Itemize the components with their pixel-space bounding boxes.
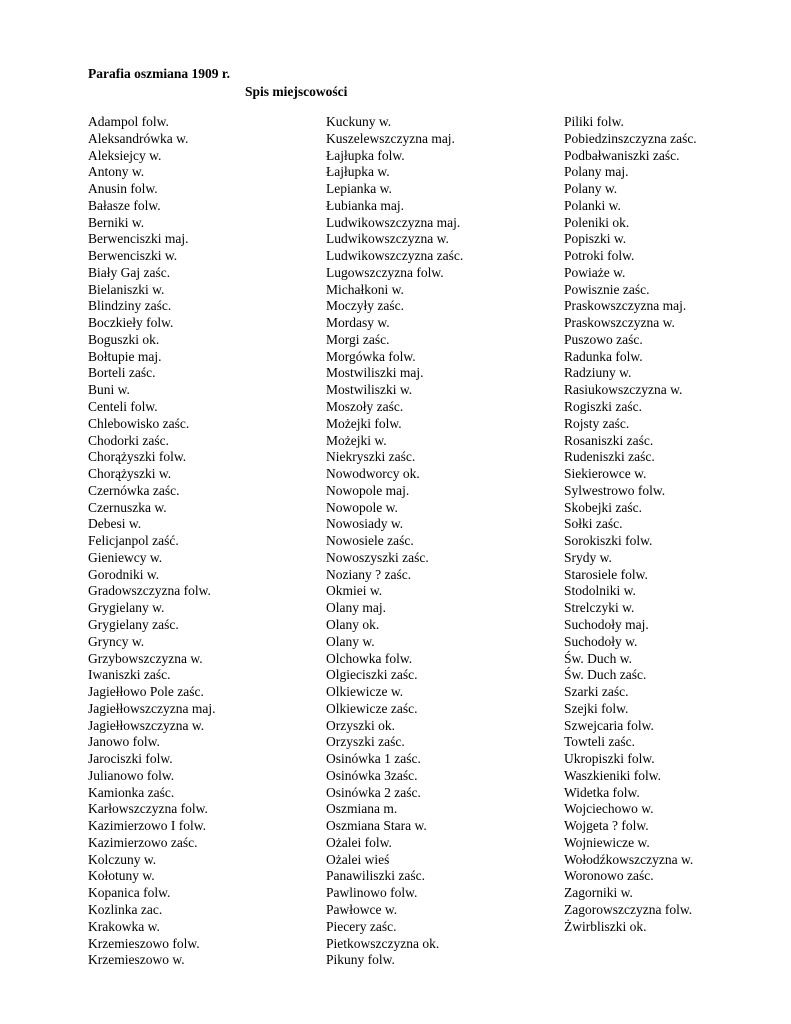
place-list-item: Św. Duch w.	[564, 650, 632, 666]
place-list-item: Strelczyki w.	[564, 600, 635, 616]
place-list-item: Julianowo folw.	[88, 767, 175, 783]
place-list-item: Praskowszczyzna w.	[564, 315, 675, 331]
place-list-item: Radunka folw.	[564, 348, 643, 364]
place-list-item: Rasiukowszczyzna w.	[564, 382, 683, 398]
place-list-item: Pikuny folw.	[326, 952, 395, 968]
place-list-item: Karłowszczyzna folw.	[88, 801, 208, 817]
place-list-item: Grzybowszczyzna w.	[88, 650, 203, 666]
place-list-item: Wojgeta ? folw.	[564, 818, 649, 834]
place-list-item: Podbałwaniszki zaśc.	[564, 147, 680, 163]
place-list-item: Debesi w.	[88, 516, 142, 532]
place-list-item: Olkiewicze zaśc.	[326, 700, 418, 716]
place-list-item: Olgieciszki zaśc.	[326, 667, 418, 683]
place-list-item: Boczkieły folw.	[88, 315, 174, 331]
place-list-item: Adampol folw.	[88, 114, 169, 129]
place-list-item: Krzemieszowo w.	[88, 952, 185, 968]
place-list-item: Niekryszki zaśc.	[326, 449, 416, 465]
place-list-item: Srydy w.	[564, 549, 612, 565]
place-list-item: Oszmiana Stara w.	[326, 818, 427, 834]
place-list-item: Puszowo zaśc.	[564, 331, 643, 347]
place-list-item: Lepianka w.	[326, 181, 392, 197]
place-list-item: Chorążyszki w.	[88, 466, 172, 482]
place-list-item: Popiszki w.	[564, 231, 627, 247]
place-list-item: Nowosiady w.	[326, 516, 404, 532]
place-list-item: Bielaniszki w.	[88, 281, 165, 297]
place-list-item: Gorodniki w.	[88, 566, 160, 582]
place-list-item: Mostwiliszki maj.	[326, 365, 424, 381]
place-list-item: Towteli zaśc.	[564, 734, 636, 750]
place-list-column-1	[88, 114, 215, 969]
place-list-item: Sorokiszki folw.	[564, 533, 653, 549]
place-list-item: Bołtupie maj.	[88, 348, 162, 364]
place-list-item: Centeli folw.	[88, 399, 158, 415]
place-list-item: Krzemieszowo folw.	[88, 935, 200, 951]
place-list-item: Kamionka zaśc.	[88, 784, 175, 800]
place-list-item: Pobiedzinszczyzna zaśc.	[564, 130, 697, 146]
place-list-item: Chlebowisko zaśc.	[88, 415, 190, 431]
place-list-item: Olkiewicze w.	[326, 684, 404, 700]
place-list-item: Noziany ? zaśc.	[326, 566, 412, 582]
place-list-item: Borteli zaśc.	[88, 365, 156, 381]
place-list-item: Iwaniszki zaśc.	[88, 667, 171, 683]
place-list-item: Pietkowszczyzna ok.	[326, 935, 440, 951]
place-list-item: Berniki w.	[88, 214, 145, 230]
place-list-item: Możejki w.	[326, 432, 387, 448]
place-list-item: Polanki w.	[564, 197, 621, 213]
place-list-item: Olany w.	[326, 633, 375, 649]
place-list-item: Polany maj.	[564, 164, 629, 180]
place-list-item: Jarociszki folw.	[88, 751, 173, 767]
place-list-item: Ukropiszki folw.	[564, 751, 655, 767]
place-list-item: Rojsty zaśc.	[564, 415, 630, 431]
place-list-item: Suchodoły w.	[564, 633, 638, 649]
place-list-item: Lugowszczyzna folw.	[326, 264, 444, 280]
place-list-item: Szwejcaria folw.	[564, 717, 654, 733]
place-list-item: Moszoły zaśc.	[326, 399, 404, 415]
place-list-column-3	[564, 114, 697, 936]
place-list-item: Woronowo zaśc.	[564, 868, 654, 884]
place-list-item: Gradowszczyzna folw.	[88, 583, 211, 599]
place-list-item: Kuckuny w.	[326, 114, 392, 129]
place-list-item: Gryncy w.	[88, 633, 145, 649]
place-list-item: Olany ok.	[326, 616, 380, 632]
place-list-item: Oszmiana m.	[326, 801, 398, 817]
place-list-item: Felicjanpol zaść.	[88, 533, 179, 549]
place-list-item: Wojciechowo w.	[564, 801, 654, 817]
place-list-item: Sołki zaśc.	[564, 516, 623, 532]
place-list-item: Nowosiele zaśc.	[326, 533, 414, 549]
place-list-item: Piliki folw.	[564, 114, 624, 129]
place-list-column-2	[326, 114, 463, 969]
place-list-item: Rosaniszki zaśc.	[564, 432, 654, 448]
place-list-item: Kazimierzowo I folw.	[88, 818, 206, 834]
place-list-item: Św. Duch zaśc.	[564, 667, 647, 683]
place-list-item: Powisznie zaśc.	[564, 281, 650, 297]
place-list-item: Kazimierzowo zaśc.	[88, 834, 198, 850]
place-list-item: Antony w.	[88, 164, 145, 180]
place-list-item: Praskowszczyzna maj.	[564, 298, 687, 314]
place-list-item: Grygielany zaśc.	[88, 616, 179, 632]
place-list-item: Jagiełłowszczyzna w.	[88, 717, 205, 733]
place-list-item: Starosiele folw.	[564, 566, 648, 582]
place-list-item: Bałasze folw.	[88, 197, 161, 213]
place-list-item: Anusin folw.	[88, 181, 158, 197]
place-list-item: Sylwestrowo folw.	[564, 482, 666, 498]
place-list-item: Jagiełłowszczyzna maj.	[88, 700, 216, 716]
place-list-item: Waszkieniki folw.	[564, 767, 662, 783]
place-list-item: Janowo folw.	[88, 734, 160, 750]
place-list-item: Kopanica folw.	[88, 885, 171, 901]
place-list-item: Ludwikowszczyzna maj.	[326, 214, 461, 230]
place-list-item: Panawiliszki zaśc.	[326, 868, 425, 884]
place-list-item: Aleksandrówka w.	[88, 130, 189, 146]
place-list-item: Nowoszyszki zaśc.	[326, 549, 429, 565]
place-list-item: Blindziny zaśc.	[88, 298, 172, 314]
place-list-item: Suchodoły maj.	[564, 616, 649, 632]
place-list-item: Osinówka 1 zaśc.	[326, 751, 421, 767]
place-list-item: Czernuszka w.	[88, 499, 167, 515]
place-list-item: Ludwikowszczyzna w.	[326, 231, 449, 247]
place-list-item: Siekierowce w.	[564, 466, 647, 482]
place-list-item: Chorążyszki folw.	[88, 449, 187, 465]
place-list-item: Pawłowce w.	[326, 901, 398, 917]
place-list-item: Mostwiliszki w.	[326, 382, 413, 398]
place-list-item: Osinówka 3zaśc.	[326, 767, 418, 783]
place-list-item: Czernówka zaśc.	[88, 482, 180, 498]
place-list-item: Ożalei wieś	[326, 851, 390, 867]
place-list-item: Chodorki zaśc.	[88, 432, 169, 448]
place-list-item: Orzyszki ok.	[326, 717, 395, 733]
place-list-item: Nowopole maj.	[326, 482, 410, 498]
place-list-item: Rogiszki zaśc.	[564, 399, 642, 415]
place-list-item: Boguszki ok.	[88, 331, 160, 347]
place-list-item: Mordasy w.	[326, 315, 390, 331]
place-list-item: Nowodworcy ok.	[326, 466, 420, 482]
place-list-item: Morgi zaśc.	[326, 331, 390, 347]
place-list-item: Wołodźkowszczyzna w.	[564, 851, 694, 867]
place-list-item: Morgówka folw.	[326, 348, 416, 364]
place-list-item: Rudeniszki zaśc.	[564, 449, 655, 465]
place-list-item: Pawlinowo folw.	[326, 885, 418, 901]
place-list-item: Radziuny w.	[564, 365, 632, 381]
place-list-item: Kolczuny w.	[88, 851, 157, 867]
place-list-item: Krakowka w.	[88, 918, 160, 934]
place-list-item: Zagorowszczyzna folw.	[564, 901, 693, 917]
place-list-item: Powiaże w.	[564, 264, 626, 280]
place-list-item: Aleksiejcy w.	[88, 147, 162, 163]
place-list-item: Skobejki zaśc.	[564, 499, 642, 515]
place-list-item: Kuszelewszczyzna maj.	[326, 130, 455, 146]
place-list-item: Łubianka maj.	[326, 197, 404, 213]
page-title: Parafia oszmiana 1909 r.	[88, 66, 230, 81]
place-list-item: Żwirbliszki ok.	[564, 918, 647, 934]
place-list-item: Jagiełłowo Pole zaśc.	[88, 684, 204, 700]
place-list-item: Berwenciszki w.	[88, 248, 178, 264]
place-list-item: Buni w.	[88, 382, 130, 398]
place-list-item: Piecery zaśc.	[326, 918, 397, 934]
place-list-item: Łajłupka folw.	[326, 147, 405, 163]
place-list-item: Łajłupka w.	[326, 164, 390, 180]
place-list-item: Poleniki ok.	[564, 214, 630, 230]
place-list-item: Biały Gaj zaśc.	[88, 264, 171, 280]
place-list-item: Potroki folw.	[564, 248, 635, 264]
place-list-item: Wojniewicze w.	[564, 834, 650, 850]
place-list-item: Nowopole w.	[326, 499, 398, 515]
page-subtitle: Spis miejscowości	[245, 84, 348, 99]
place-list-item: Polany w.	[564, 181, 618, 197]
place-list-item: Szarki zaśc.	[564, 684, 629, 700]
place-list-item: Grygielany w.	[88, 600, 165, 616]
place-list-item: Ożalei folw.	[326, 834, 392, 850]
place-list-item: Możejki folw.	[326, 415, 402, 431]
place-list-item: Moczyły zaśc.	[326, 298, 404, 314]
place-list-item: Orzyszki zaśc.	[326, 734, 405, 750]
place-list-item: Michałkoni w.	[326, 281, 404, 297]
place-list-item: Okmiei w.	[326, 583, 383, 599]
place-list-item: Widetka folw.	[564, 784, 640, 800]
place-list-item: Stodolniki w.	[564, 583, 636, 599]
place-list-item: Szejki folw.	[564, 700, 629, 716]
place-list-item: Kołotuny w.	[88, 868, 155, 884]
place-list-item: Osinówka 2 zaśc.	[326, 784, 421, 800]
place-list-item: Olchowka folw.	[326, 650, 413, 666]
place-list-item: Olany maj.	[326, 600, 386, 616]
place-list-item: Berwenciszki maj.	[88, 231, 189, 247]
place-list-item: Kozlinka zac.	[88, 901, 163, 917]
place-list-item: Ludwikowszczyzna zaśc.	[326, 248, 464, 264]
place-list-item: Gieniewcy w.	[88, 549, 163, 565]
place-list-item: Zagorniki w.	[564, 885, 633, 901]
